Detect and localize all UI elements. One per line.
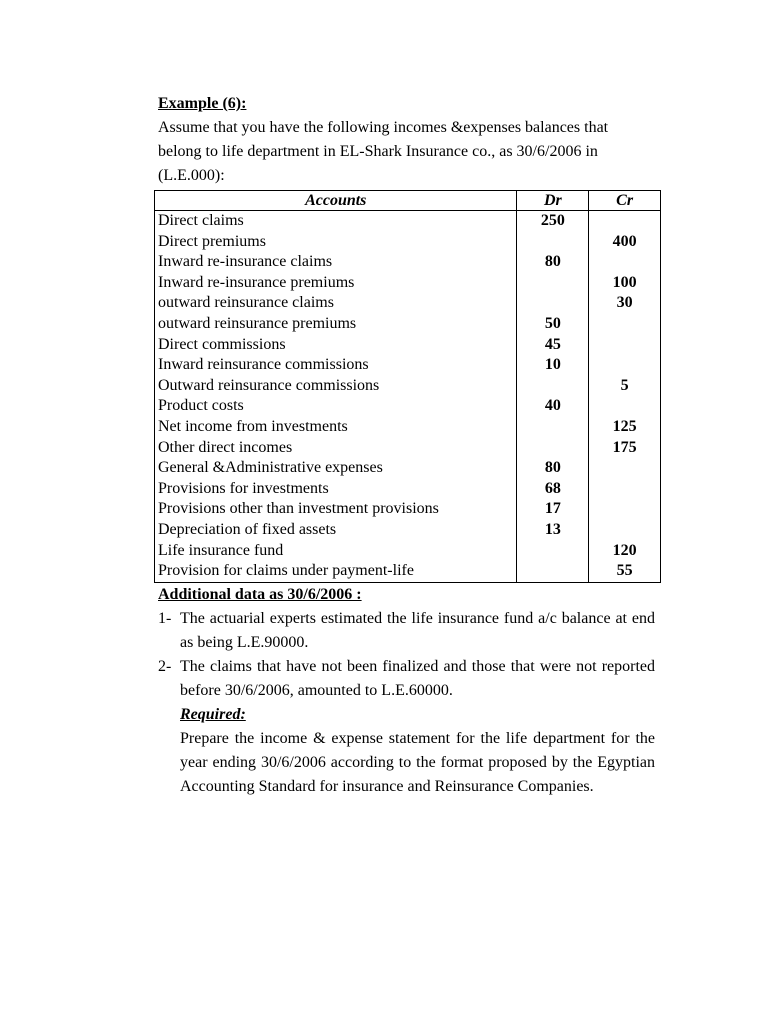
table-row (155, 438, 661, 459)
dr-cell: 45 (517, 335, 589, 356)
list-item (158, 607, 655, 655)
account-cell: Inward re-insurance premiums (155, 273, 517, 294)
cr-cell: 30 (589, 293, 661, 314)
list-item (158, 655, 655, 703)
account-cell: Provisions other than investment provisions (155, 499, 517, 520)
dr-cell (517, 541, 589, 562)
item-text: The claims that have not been finalized and those that were not reported before 30/6/2006, amounted to L.E.60000. (180, 657, 655, 699)
account-cell: General &Administrative expenses (155, 458, 517, 479)
table-row (155, 232, 661, 253)
additional-data-title: Additional data as 30/6/2006 : (158, 585, 362, 603)
dr-cell: 68 (517, 479, 589, 500)
account-cell: Product costs (155, 396, 517, 417)
table-row (155, 561, 661, 582)
cr-cell: 120 (589, 541, 661, 562)
required-section (180, 703, 655, 799)
account-cell: Provision for claims under payment-life (155, 561, 517, 582)
dr-cell: 250 (517, 211, 589, 232)
account-cell: Outward reinsurance commissions (155, 376, 517, 397)
cr-cell: 5 (589, 376, 661, 397)
table-row (155, 458, 661, 479)
intro-line: (L.E.000): (158, 167, 225, 184)
dr-cell: 50 (517, 314, 589, 335)
table-row (155, 499, 661, 520)
dr-cell: 40 (517, 396, 589, 417)
balances-table (154, 190, 661, 583)
cr-cell (589, 458, 661, 479)
cr-cell (589, 396, 661, 417)
table-row (155, 376, 661, 397)
intro-line: belong to life department in EL-Shark Insurance co., as 30/6/2006 in (158, 143, 598, 160)
table-row (155, 273, 661, 294)
table-row (155, 541, 661, 562)
example-heading: Example (6): (158, 95, 247, 112)
dr-cell (517, 376, 589, 397)
cr-cell (589, 355, 661, 376)
account-cell: Other direct incomes (155, 438, 517, 459)
account-cell: Net income from investments (155, 417, 517, 438)
table-row (155, 335, 661, 356)
account-cell: Provisions for investments (155, 479, 517, 500)
table-row (155, 396, 661, 417)
table-row (155, 252, 661, 273)
dr-cell (517, 293, 589, 314)
cr-cell: 175 (589, 438, 661, 459)
required-title: Required: (180, 705, 246, 723)
dr-cell: 13 (517, 520, 589, 541)
table-row (155, 355, 661, 376)
intro-paragraph (158, 116, 655, 188)
account-cell: Inward reinsurance commissions (155, 355, 517, 376)
account-cell: Life insurance fund (155, 541, 517, 562)
item-text: The actuarial experts estimated the life insurance fund a/c balance at end as being L.E.90000. (180, 609, 655, 651)
cr-cell: 55 (589, 561, 661, 582)
table-body (155, 211, 661, 583)
page-content (158, 92, 655, 799)
account-cell: Inward re-insurance claims (155, 252, 517, 273)
account-cell: Direct premiums (155, 232, 517, 253)
table-row (155, 211, 661, 232)
dr-cell (517, 438, 589, 459)
account-cell: outward reinsurance claims (155, 293, 517, 314)
dr-cell (517, 417, 589, 438)
cr-cell (589, 252, 661, 273)
cr-cell: 400 (589, 232, 661, 253)
account-cell: Direct commissions (155, 335, 517, 356)
dr-cell: 80 (517, 458, 589, 479)
intro-line: Assume that you have the following incomes &expenses balances that (158, 119, 609, 136)
dr-cell: 80 (517, 252, 589, 273)
dr-cell (517, 232, 589, 253)
required-text: Prepare the income & expense statement for the life department for the year ending 30/6/2006 according to the format proposed by the Egyptian Accounting Standard for insurance and Reinsurance Companies. (180, 729, 655, 795)
table-row (155, 479, 661, 500)
table-row (155, 293, 661, 314)
cr-cell (589, 335, 661, 356)
table-row (155, 417, 661, 438)
table-row (155, 520, 661, 541)
header-cr: Cr (589, 191, 661, 211)
dr-cell: 10 (517, 355, 589, 376)
account-cell: Direct claims (155, 211, 517, 232)
header-accounts: Accounts (155, 191, 517, 211)
item-number: 2- (158, 657, 172, 675)
additional-data-list (158, 607, 655, 703)
table-row (155, 314, 661, 335)
cr-cell: 125 (589, 417, 661, 438)
cr-cell (589, 314, 661, 335)
cr-cell (589, 211, 661, 232)
dr-cell (517, 561, 589, 582)
account-cell: Depreciation of fixed assets (155, 520, 517, 541)
table-header-row (155, 191, 661, 211)
cr-cell (589, 499, 661, 520)
header-dr: Dr (517, 191, 589, 211)
cr-cell: 100 (589, 273, 661, 294)
item-number: 1- (158, 609, 172, 627)
cr-cell (589, 479, 661, 500)
dr-cell (517, 273, 589, 294)
account-cell: outward reinsurance premiums (155, 314, 517, 335)
dr-cell: 17 (517, 499, 589, 520)
cr-cell (589, 520, 661, 541)
